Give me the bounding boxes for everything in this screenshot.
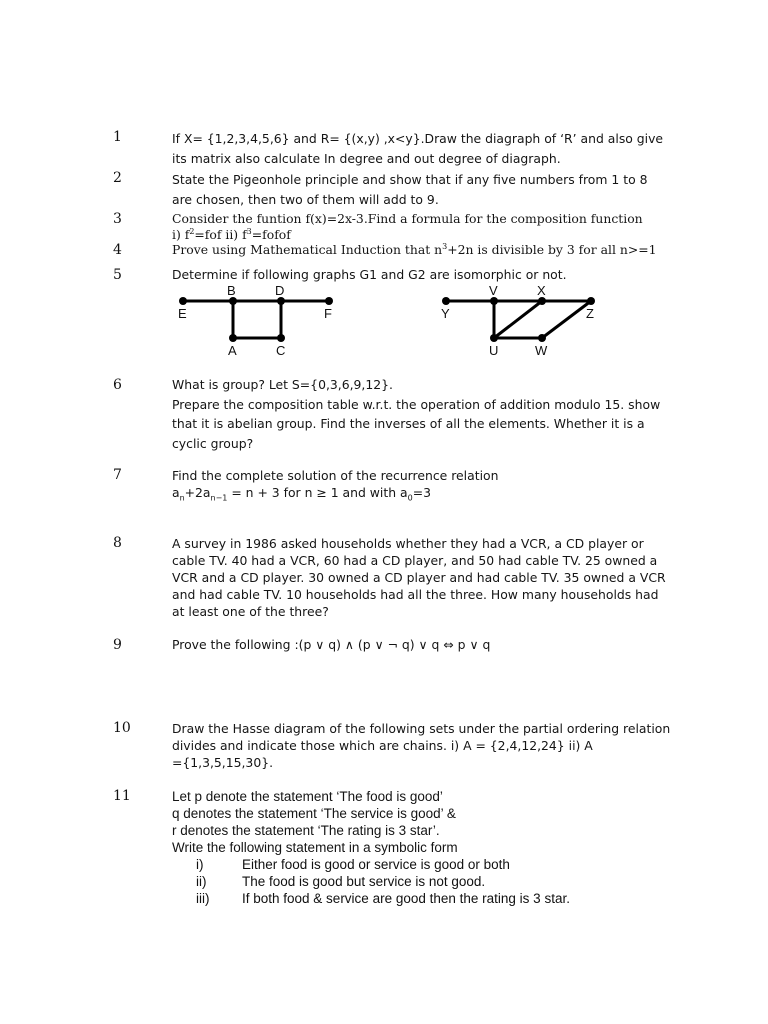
question-5-text: Determine if following graphs G1 and G2 are isomorphic or not. [172, 267, 567, 282]
g1-node-c [277, 334, 285, 342]
question-1-text [172, 129, 672, 168]
isomorphism-graphs [0, 280, 768, 360]
q7-sub-2: n−1 [210, 493, 228, 503]
question-6-line-1: What is group? Let S={0,3,6,9,12}. [172, 377, 393, 392]
question-number-6: 6 [113, 377, 122, 393]
question-7-equation [172, 484, 672, 501]
g1-node-d [277, 297, 285, 305]
list-item [196, 873, 570, 890]
q3-sup-2: 3 [246, 226, 252, 236]
graph-g1 [183, 301, 329, 338]
question-4-text [172, 242, 672, 258]
g2-label-z: Z [586, 306, 594, 321]
g2-node-v [490, 297, 498, 305]
q7-sub-3: 0 [407, 493, 413, 503]
question-6-line-2: Prepare the composition table w.r.t. the operation of addition modulo 15. show [172, 396, 661, 412]
question-number-9: 9 [113, 637, 122, 653]
q7-eq-d: =3 [412, 485, 431, 500]
q4-part-b: +2n is divisible by 3 for all n>=1 [447, 242, 657, 257]
question-2-text [172, 170, 672, 209]
list-item-marker: iii) [196, 891, 210, 906]
graph-g2 [446, 301, 591, 338]
q7-eq-c: = n + 3 for n ≥ 1 and with a [227, 485, 408, 500]
g1-label-b: B [227, 283, 236, 298]
g2-node-x [538, 297, 546, 305]
list-item-text: Either food is good or service is good or both [242, 857, 510, 872]
list-item-marker: i) [196, 857, 204, 872]
question-10-line-2: divides and indicate those which are chains. i) A = {2,4,12,24} ii) A [172, 738, 593, 753]
g1-label-f: F [324, 306, 332, 321]
q3-part-b: =fof ii) f [194, 227, 247, 242]
g1-label-a: A [228, 343, 237, 358]
g1-node-b [229, 297, 237, 305]
q7-eq-b: +2a [184, 485, 211, 500]
question-number-10: 10 [113, 720, 131, 736]
g2-node-w [538, 334, 546, 342]
list-item-marker: ii) [196, 874, 207, 889]
question-3-line-1: Consider the funtion f(x)=2x-3.Find a formula for the composition function [172, 211, 643, 226]
g1-node-a [229, 334, 237, 342]
g2-node-y [442, 297, 450, 305]
list-item [196, 856, 570, 873]
question-number-7: 7 [113, 467, 122, 483]
question-8-line-4: and had cable TV. 10 households had all the three. How many households had [172, 587, 659, 602]
g2-edge-w-z [542, 301, 591, 338]
g1-label-c: C [276, 343, 286, 358]
g2-edge-u-x [494, 301, 542, 338]
question-number-8: 8 [113, 535, 122, 551]
g2-node-z [587, 297, 595, 305]
q3-part-c: =fofof [251, 227, 291, 242]
list-item-text: If both food & service are good then the rating is 3 star. [242, 891, 570, 906]
g2-label-y: Y [441, 306, 450, 321]
question-1-line-2: its matrix also calculate In degree and out degree of diagraph. [172, 150, 561, 166]
question-10-line-1: Draw the Hasse diagram of the following sets under the partial ordering relation [172, 721, 671, 736]
list-item-text: The food is good but service is not good. [242, 874, 486, 889]
question-8-line-1: A survey in 1986 asked households whether they had a VCR, a CD player or [172, 536, 644, 551]
question-8-line-3: VCR and a CD player. 30 owned a CD player and had cable TV. 35 owned a VCR [172, 570, 666, 585]
question-6-text [172, 375, 672, 453]
question-11-line-1: Let p denote the statement ‘The food is good’ [172, 789, 443, 804]
question-6-line-3: that it is abelian group. Find the inverses of all the elements. Whether it is a [172, 416, 645, 431]
question-11-line-4: Write the following statement in a symbolic form [172, 840, 458, 855]
question-11-text [172, 788, 672, 856]
question-number-11: 11 [113, 788, 131, 804]
question-6-line-4: cyclic group? [172, 435, 254, 451]
g2-label-u: U [489, 343, 499, 358]
question-number-1: 1 [113, 129, 122, 145]
g1-label-e: E [178, 306, 187, 321]
g1-node-f [325, 297, 333, 305]
g2-label-v: V [489, 283, 498, 298]
g2-label-x: X [537, 283, 546, 298]
question-3-line-2 [172, 227, 672, 243]
question-9-text: Prove the following :(p ∨ q) ∧ (p ∨ ¬ q) ∨ q ⇔ p ∨ q [172, 637, 491, 652]
question-8-text [172, 535, 672, 620]
g1-label-d: D [275, 283, 285, 298]
g2-node-u [490, 334, 498, 342]
question-8-line-5: at least one of the three? [172, 604, 329, 619]
g2-label-w: W [535, 343, 548, 358]
q7-sub-1: n [179, 493, 185, 503]
question-number-2: 2 [113, 170, 122, 186]
question-7-text [172, 467, 672, 501]
question-11-sublist [196, 856, 570, 907]
q4-sup: 3 [442, 241, 448, 251]
question-8-line-2: cable TV. 40 had a VCR, 60 had a CD player, and 50 had cable TV. 25 owned a [172, 553, 658, 568]
question-1-line-1: If X= {1,2,3,4,5,6} and R= {(x,y) ,x<y}.Draw the diagraph of ‘R’ and also give [172, 131, 664, 146]
question-2-line-1: State the Pigeonhole principle and show that if any five numbers from 1 to 8 [172, 172, 648, 187]
question-number-3: 3 [113, 211, 122, 227]
question-10-line-3: ={1,3,5,15,30}. [172, 755, 274, 770]
question-3-text [172, 211, 672, 243]
list-item [196, 890, 570, 907]
question-10-text [172, 720, 672, 771]
question-number-5: 5 [113, 267, 122, 283]
q7-eq-a: a [172, 485, 180, 500]
q3-part-a: i) f [172, 227, 190, 242]
g1-node-e [179, 297, 187, 305]
q3-sup-1: 2 [189, 226, 195, 236]
question-2-line-2: are chosen, then two of them will add to 9. [172, 191, 439, 207]
question-number-4: 4 [113, 242, 122, 258]
q4-part-a: Prove using Mathematical Induction that n [172, 242, 443, 257]
question-11-line-3: r denotes the statement ‘The rating is 3 star’. [172, 823, 440, 838]
question-7-line-1: Find the complete solution of the recurrence relation [172, 468, 499, 483]
question-11-line-2: q denotes the statement ‘The service is good’ & [172, 806, 456, 821]
